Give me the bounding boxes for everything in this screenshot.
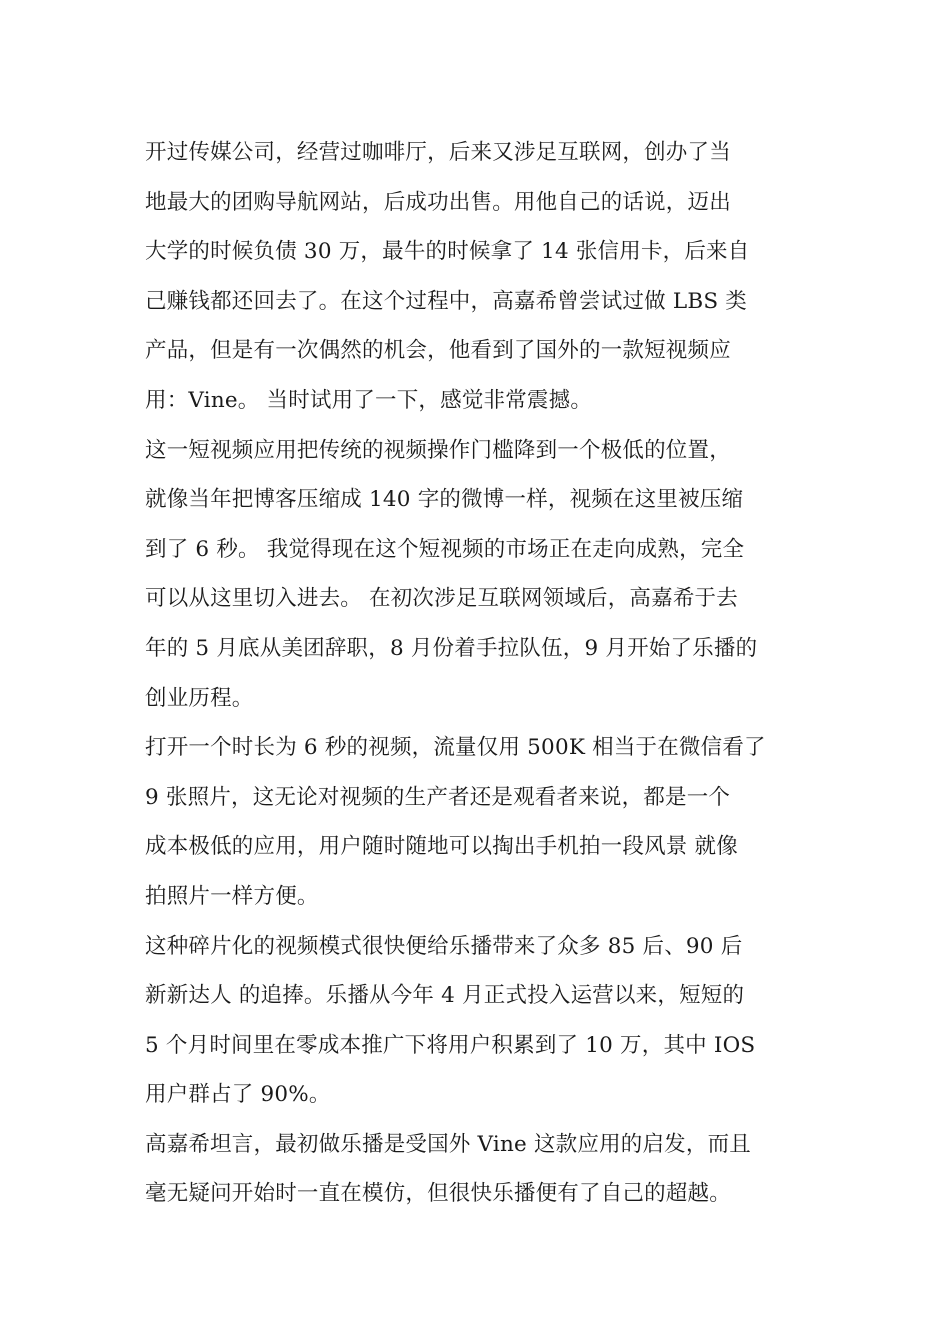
text-line: 到了 6 秒。 我觉得现在这个短视频的市场正在走向成熟，完全 — [145, 536, 745, 562]
text-line: 这一短视频应用把传统的视频操作门槛降到一个极低的位置， — [145, 437, 731, 463]
text-line: 产品，但是有一次偶然的机会，他看到了国外的一款短视频应 — [145, 338, 731, 364]
text-line: 5 个月时间里在零成本推广下将用户积累到了 10 万，其中 IOS — [145, 1032, 756, 1058]
text-line: 成本极低的应用，用户随时随地可以掏出手机拍一段风景 就像 — [145, 834, 738, 860]
text-line: 开过传媒公司，经营过咖啡厅，后来又涉足互联网，创办了当 — [145, 140, 731, 165]
text-line: 大学的时候负债 30 万，最牛的时候拿了 14 张信用卡，后来自 — [145, 239, 750, 265]
text-line: 己赚钱都还回去了。在这个过程中，高嘉希曾尝试过做 LBS 类 — [145, 288, 747, 314]
text-line: 毫无疑问开始时一直在模仿，但很快乐播便有了自己的超越。 — [145, 1181, 731, 1207]
paragraph-5 — [145, 1120, 810, 1219]
document-body — [145, 128, 810, 1219]
text-line: 就像当年把博客压缩成 140 字的微博一样，视频在这里被压缩 — [145, 487, 744, 513]
text-line: 新新达人 的追捧。乐播从今年 4 月正式投入运营以来，短短的 — [145, 983, 745, 1009]
text-line: 打开一个时长为 6 秒的视频，流量仅用 500K 相当于在微信看了 — [145, 735, 766, 761]
text-line: 用：Vine。 当时试用了一下，感觉非常震撼。 — [145, 387, 593, 413]
text-line: 可以从这里切入进去。 在初次涉足互联网领域后，高嘉希于去 — [145, 586, 738, 612]
paragraph-1 — [145, 128, 810, 426]
text-line: 这种碎片化的视频模式很快便给乐播带来了众多 85 后、90 后 — [145, 933, 743, 959]
text-line: 地最大的团购导航网站，后成功出售。用他自己的话说，迈出 — [145, 189, 731, 215]
paragraph-2 — [145, 426, 810, 724]
text-line: 年的 5 月底从美团辞职，8 月份着手拉队伍，9 月开始了乐播的 — [145, 635, 758, 661]
text-line: 9 张照片，这无论对视频的生产者还是观看者来说，都是一个 — [145, 784, 731, 810]
paragraph-3 — [145, 723, 810, 921]
text-line: 用户群占了 90%。 — [145, 1082, 331, 1108]
text-line: 创业历程。 — [145, 685, 254, 711]
text-line: 高嘉希坦言，最初做乐播是受国外 Vine 这款应用的启发，而且 — [145, 1131, 751, 1157]
paragraph-4 — [145, 922, 810, 1120]
text-line: 拍照片一样方便。 — [145, 883, 319, 909]
